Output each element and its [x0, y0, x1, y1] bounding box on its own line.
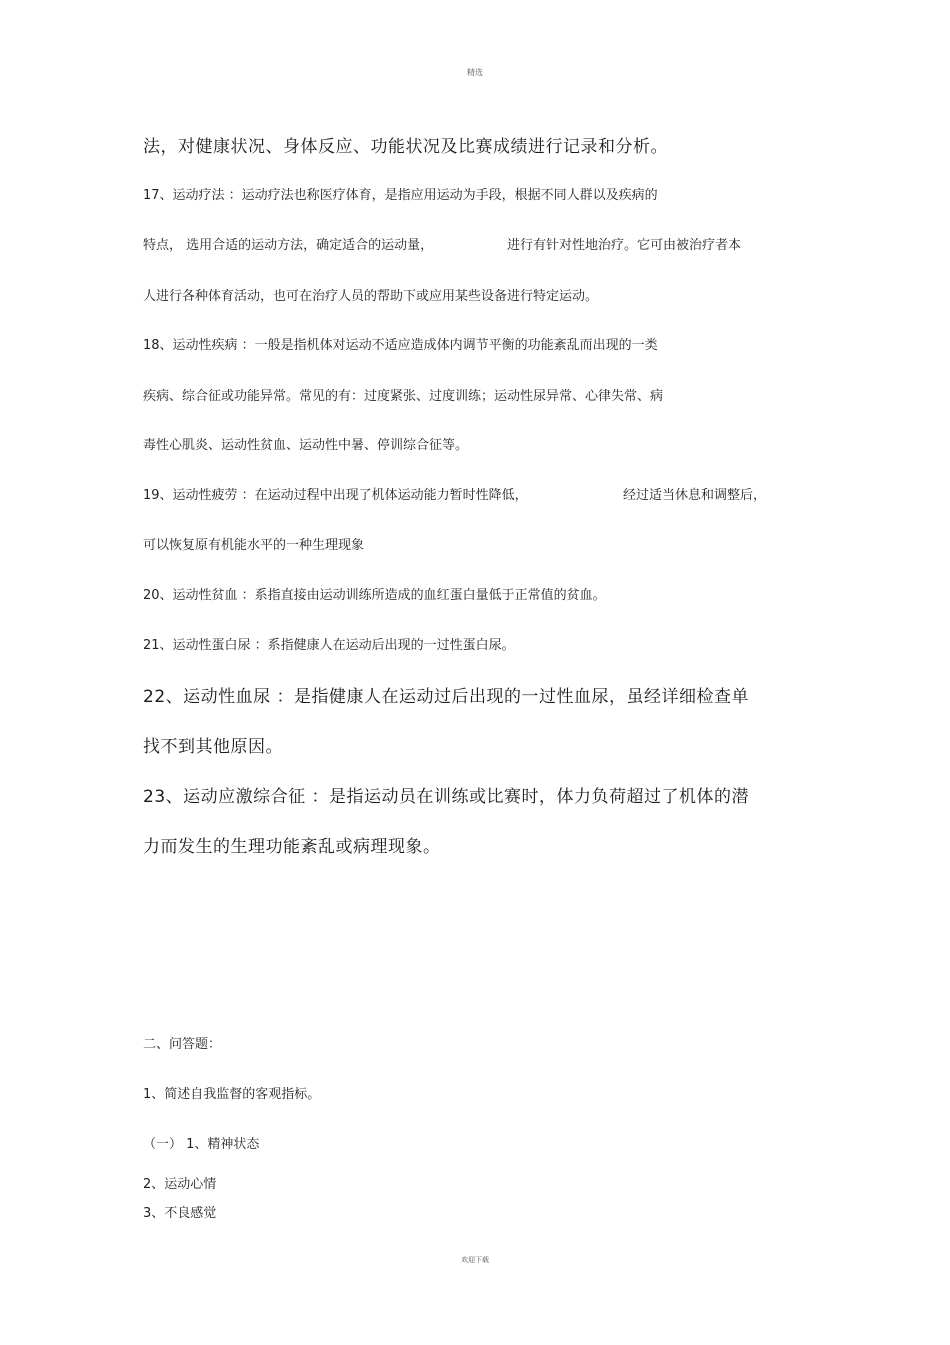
term-22-line-1: 22、运动性血尿 ：是指健康人在运动过后出现的一过性血尿，虽经详细检查单	[143, 687, 750, 707]
answer-item-1: （一） 1、精神状态	[143, 1137, 260, 1152]
page-footer: 欢迎下载	[461, 1256, 489, 1264]
term-19-line-1a: 19、运动性疲劳 ：在运动过程中出现了机体运动能力暂时性降低，	[143, 488, 528, 503]
term-18-line-1: 18、运动性疾病 ：一般是指机体对运动不适应造成体内调节平衡的功能紊乱而出现的一类	[143, 338, 658, 353]
term-23-line-1: 23、运动应激综合征 ：是指运动员在训练或比赛时，体力负荷超过了机体的潜	[143, 787, 750, 807]
term-18-line-2: 疾病、综合征或功能异常。常见的有：过度紧张、过度训练；运动性尿异常、心律失常、病	[143, 389, 664, 404]
term-19-line-2: 可以恢复原有机能水平的一种生理现象	[143, 538, 365, 553]
term-17-line-2a: 特点， 选用合适的运动方法，确定适合的运动量，	[143, 238, 434, 253]
paragraph-line: 法，对健康状况、身体反应、功能状况及比赛成绩进行记录和分析。	[143, 137, 668, 157]
term-22-line-2: 找不到其他原因。	[143, 737, 283, 757]
page-header: 精选	[467, 68, 483, 77]
term-23-line-2: 力而发生的生理功能紊乱或病理现象。	[143, 837, 441, 857]
term-17-line-1: 17、运动疗法 ：运动疗法也称医疗体育，是指应用运动为手段，根据不同人群以及疾病的	[143, 188, 658, 203]
term-21-line: 21、运动性蛋白尿 ：系指健康人在运动后出现的一过性蛋白尿。	[143, 638, 515, 653]
term-20-line: 20、运动性贫血 ：系指直接由运动训练所造成的血红蛋白量低于正常值的贫血。	[143, 588, 606, 603]
question-1: 1、简述自我监督的客观指标。	[143, 1087, 321, 1102]
answer-item-3: 3、不良感觉	[143, 1206, 217, 1221]
answer-item-2: 2、运动心情	[143, 1177, 217, 1192]
section-heading: 二、问答题：	[143, 1037, 222, 1052]
term-18-line-3: 毒性心肌炎、运动性贫血、运动性中暑、停训综合征等。	[143, 438, 469, 453]
term-19-line-1b: 经过适当休息和调整后，	[623, 488, 767, 503]
term-17-line-3: 人进行各种体育活动，也可在治疗人员的帮助下或应用某些设备进行特定运动。	[143, 289, 599, 304]
term-17-line-2b: 进行有针对性地治疗。它可由被治疗者本	[507, 238, 742, 253]
